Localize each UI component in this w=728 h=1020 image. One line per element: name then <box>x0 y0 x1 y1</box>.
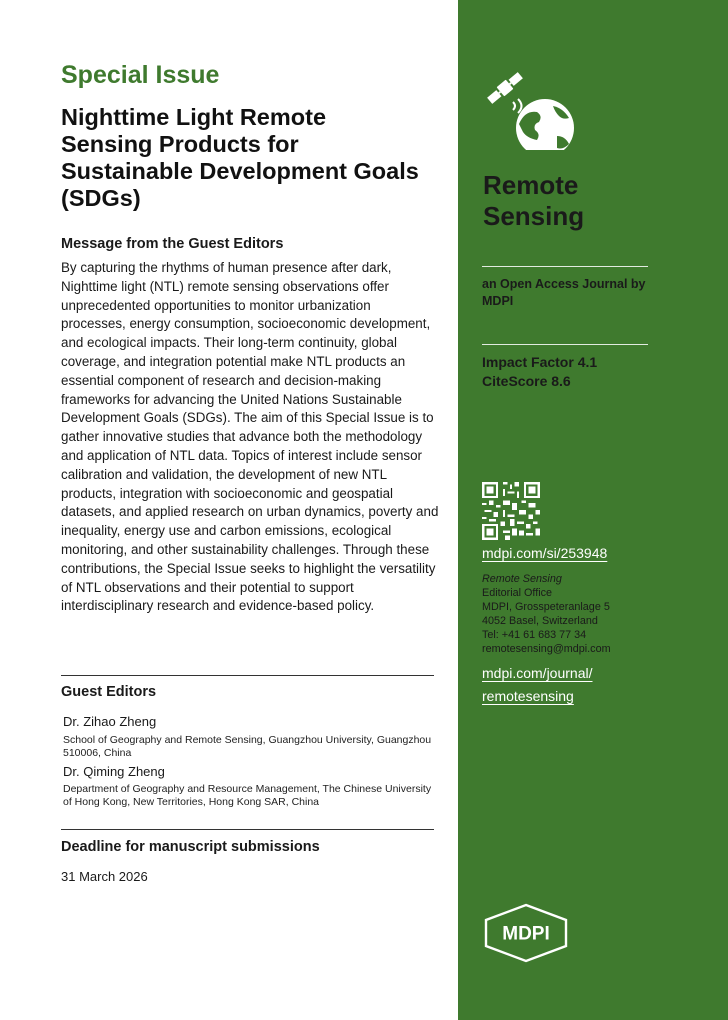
journal-link[interactable]: mdpi.com/journal/ <box>482 665 593 681</box>
office-line: MDPI, Grosspeteranlage 5 <box>482 601 610 613</box>
office-tel: Tel: +41 61 683 77 34 <box>482 629 587 641</box>
issue-title: Nighttime Light Remote Sensing Products for Sustainable Development Goals (SDGs) <box>61 104 419 211</box>
deadline-heading: Deadline for manuscript submissions <box>61 839 320 855</box>
satellite-globe-icon <box>483 66 593 166</box>
guest-editors-heading: Guest Editors <box>61 684 157 700</box>
journal-title <box>483 170 584 232</box>
office-journal-name: Remote Sensing <box>482 573 562 585</box>
editorial-office <box>482 572 611 656</box>
journal-link[interactable]: remotesensing <box>482 688 574 704</box>
qr-code-icon[interactable] <box>482 482 540 540</box>
special-issue-label: Special Issue <box>61 61 220 89</box>
journal-title-line: Remote <box>483 170 579 200</box>
publisher-wordmark: MDPI <box>502 923 550 945</box>
deadline-date: 31 March 2026 <box>61 869 148 884</box>
editor-name: Dr. Zihao Zheng <box>63 714 157 729</box>
mdpi-logo-icon <box>482 902 570 964</box>
open-access-tagline: an Open Access Journal by MDPI <box>482 277 646 308</box>
sidebar-divider <box>482 266 648 267</box>
impact-factor: Impact Factor 4.1 <box>482 354 598 370</box>
office-line: Editorial Office <box>482 587 553 599</box>
divider <box>61 829 434 830</box>
special-issue-link[interactable]: mdpi.com/si/253948 <box>482 545 608 561</box>
citescore: CiteScore 8.6 <box>482 373 571 389</box>
editor-affiliation: Department of Geography and Resource Management, The Chinese University of Hong Kong, New Territories, Hong Kong SAR, China <box>63 783 432 808</box>
sidebar-divider <box>482 344 648 345</box>
office-email[interactable]: remotesensing@mdpi.com <box>482 643 611 655</box>
message-body: By capturing the rhythms of human presence after dark, Nighttime light (NTL) remote sensing observations offer unprecedented opportunities to monitor urbanization processes, energy consumption, socioeconomic development, and ecological impacts. Their long-term continuity, global coverage, and integration potential make NTL products an essential component of research and decision-making frameworks for advancing the United Nations Sustainable Development Goals (SDGs). The aim of this Special Issue is to gather innovative studies that advance both the methodology and application of NTL data. Topics of interest include sensor calibration and validation, the development of new NTL products, integration with socioeconomic and geospatial datasets, and applied research on urban dynamics, poverty and inequality, energy use and carbon emissions, ecological monitoring, and other sustainability challenges. Through these contributions, the Special Issue seeks to highlight the versatility of NTL observations and their potential to support interdisciplinary research and evidence-based policy. <box>61 260 439 614</box>
message-heading: Message from the Guest Editors <box>61 236 284 252</box>
divider <box>61 675 434 676</box>
editor-affiliation: School of Geography and Remote Sensing, Guangzhou University, Guangzhou 510006, China <box>63 734 432 759</box>
journal-title-line: Sensing <box>483 201 585 231</box>
office-line: 4052 Basel, Switzerland <box>482 615 598 627</box>
editor-name: Dr. Qiming Zheng <box>63 764 165 779</box>
